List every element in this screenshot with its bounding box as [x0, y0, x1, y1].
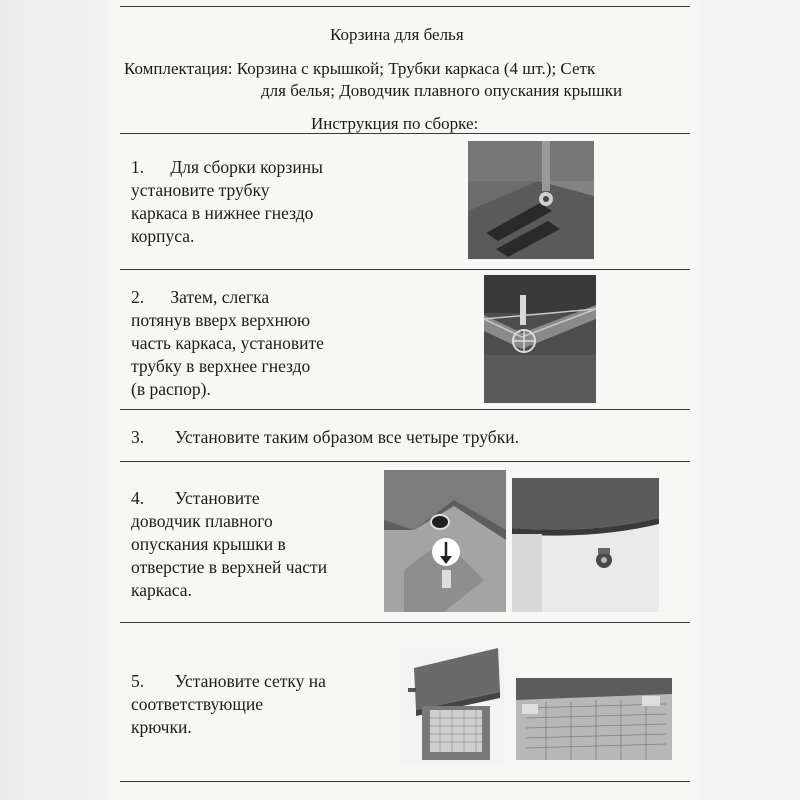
step-4-text: [131, 487, 327, 602]
step-1-line: корпуса.: [131, 226, 195, 246]
divider-step-4: [120, 622, 690, 623]
step-4-line: 4. Установите: [131, 488, 260, 508]
step-4-line: доводчик плавного: [131, 511, 273, 531]
kit-contents-line-1: Комплектация: Корзина с крышкой; Трубки каркаса (4 шт.); Сетк: [124, 59, 596, 78]
step-1-text: [131, 156, 323, 248]
step-2-line: потянув вверх верхнюю: [131, 310, 311, 330]
step-5-text: [131, 670, 326, 739]
step-1-line: 1. Для сборки корзины: [131, 157, 323, 177]
step-1-line: каркаса в нижнее гнездо: [131, 203, 314, 223]
step-2-line: трубку в верхнее гнездо: [131, 356, 311, 376]
step-1-line: установите трубку: [131, 180, 270, 200]
photo-step4-closer-installed: [512, 478, 659, 612]
step-2-line: часть каркаса, установите: [131, 333, 324, 353]
divider-bottom: [120, 781, 690, 782]
photo-step5-net-hooks: [516, 678, 672, 760]
divider-step-3: [120, 461, 690, 462]
divider-heading: [120, 133, 690, 134]
step-5-line: 5. Установите сетку на: [131, 671, 326, 691]
step-3-line: 3. Установите таким образом все четыре трубки.: [131, 427, 519, 447]
step-2-text: [131, 286, 324, 401]
instructions-heading: Инструкция по сборке:: [311, 114, 479, 133]
document-title: Корзина для белья: [330, 25, 464, 44]
photo-step2-upper-socket: [484, 275, 596, 403]
divider-top: [120, 6, 690, 7]
divider-step-2: [120, 409, 690, 410]
step-4-line: отверстие в верхней части: [131, 557, 328, 577]
step-2-line: 2. Затем, слегка: [131, 287, 270, 307]
photo-step4-closer-hole: [384, 470, 506, 612]
step-3-text: [131, 426, 519, 449]
photo-step5-basket-open: [400, 648, 504, 764]
page-margin: [0, 0, 108, 800]
step-2-line: (в распор).: [131, 379, 211, 399]
photo-step1-lower-socket: [468, 141, 594, 259]
step-5-line: крючки.: [131, 717, 192, 737]
step-4-line: каркаса.: [131, 580, 192, 600]
divider-step-1: [120, 269, 690, 270]
kit-contents-line-2: для белья; Доводчик плавного опускания крышки: [261, 81, 623, 100]
step-4-line: опускания крышки в: [131, 534, 286, 554]
step-5-line: соответствующие: [131, 694, 263, 714]
